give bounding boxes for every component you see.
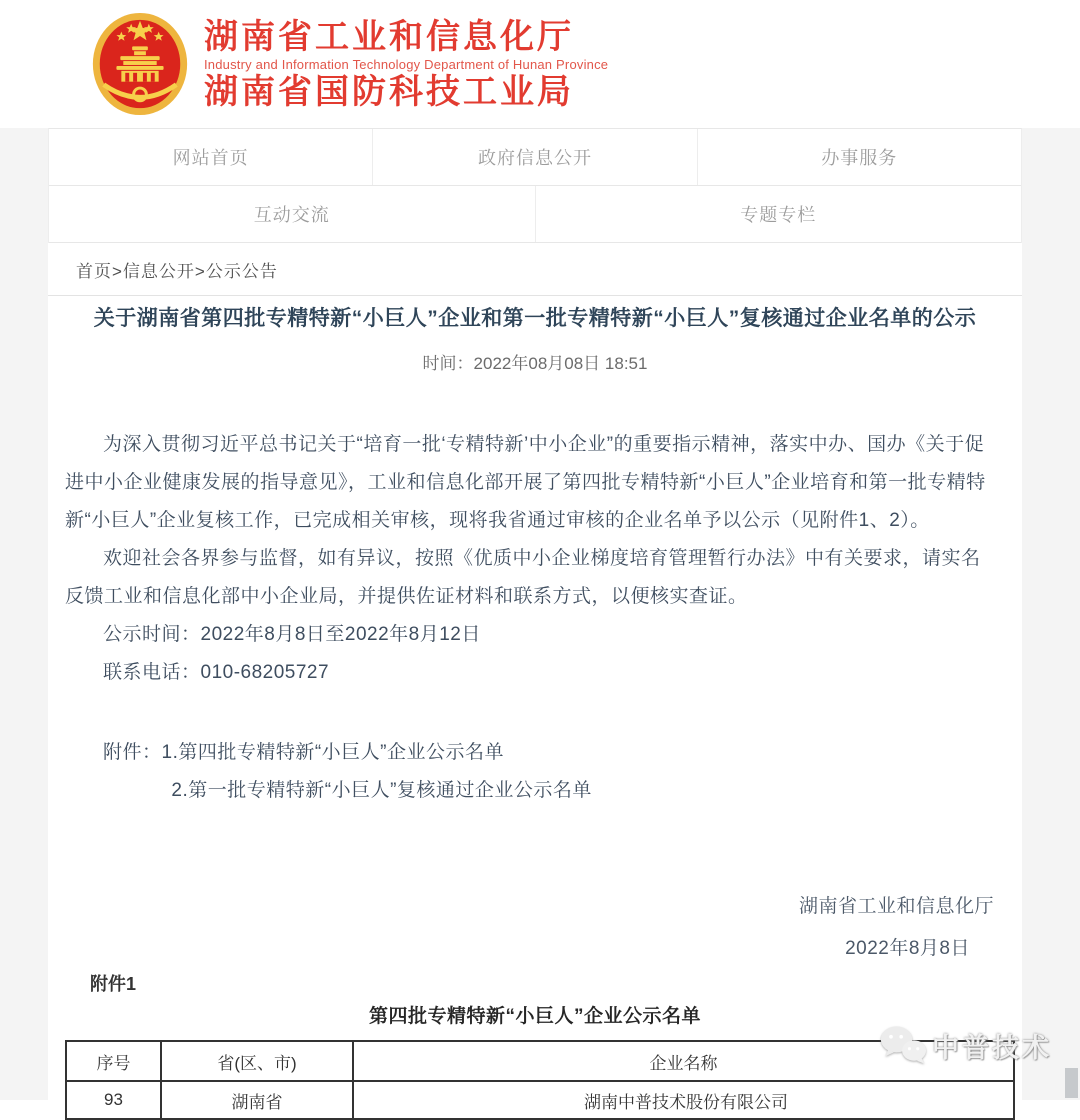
col-header-seq: 序号 [66, 1041, 161, 1081]
nav-item-gov-info[interactable]: 政府信息公开 [373, 129, 697, 185]
nav-row-2 [49, 186, 1021, 243]
attachment-link-1[interactable]: 附件：1.第四批专精特新“小巨人”企业公示名单 [103, 742, 505, 763]
org-name-cn-1: 湖南省工业和信息化厅 [204, 17, 574, 56]
notice-title: 关于湖南省第四批专精特新“小巨人”企业和第一批专精特新“小巨人”复核通过企业名单的公示 [93, 307, 977, 330]
watermark-text: 中普技术 [932, 1032, 1052, 1063]
org-name-en: Industry and Information Technology Department of Hunan Province [204, 56, 609, 72]
cell-province: 湖南省 [161, 1081, 353, 1119]
attachment-link-2[interactable]: 2.第一批专精特新“小巨人”复核通过企业公示名单 [171, 780, 592, 801]
wechat-icon [879, 1024, 927, 1066]
content-sheet [48, 0, 1022, 1112]
contact-phone-line: 联系电话：010-68205727 [103, 662, 330, 683]
col-header-province: 省(区、市) [161, 1041, 353, 1081]
masthead-text [204, 18, 608, 111]
nav-item-home[interactable]: 网站首页 [49, 129, 373, 185]
main-nav [48, 128, 1022, 243]
notice-body [48, 426, 1022, 970]
page-gutter-left [0, 128, 48, 1100]
company-roster-table [65, 1040, 1015, 1120]
nav-item-interaction[interactable]: 互动交流 [49, 186, 536, 242]
national-emblem-icon [90, 10, 190, 118]
col-header-company: 企业名称 [353, 1041, 1014, 1081]
nav-item-special-columns[interactable]: 专题专栏 [740, 205, 817, 225]
org-name-cn-2: 湖南省国防科技工业局 [204, 72, 574, 111]
publish-time: 时间：2022年08月08日 18:51 [422, 354, 648, 373]
notice-paragraph-1: 为深入贯彻习近平总书记关于“培育一批‘专精特新’中小企业”的重要指示精神，落实中办、国办《关于促进中小企业健康发展的指导意见》，工业和信息化部开展了第四批专精特新“小巨人”企业培育和第一批专精特新“小巨人”企业复核工作，已完成相关审核，现将我省通过审核的企业名单予以公示（见附件1、2）。 [65, 434, 986, 531]
signature-org: 湖南省工业和信息化厅 [798, 896, 994, 917]
attachment-list [65, 734, 998, 810]
nav-item-services[interactable]: 办事服务 [821, 148, 898, 168]
watermark [879, 1024, 1052, 1066]
table-header-row [66, 1041, 1014, 1081]
signature-date: 2022年8月8日 [845, 938, 970, 959]
notice-paragraph-2: 欢迎社会各界参与监督，如有异议，按照《优质中小企业梯度培育管理暂行办法》中有关要求，请实名反馈工业和信息化部中小企业局，并提供佐证材料和联系方式，以便核实查证。 [65, 548, 981, 607]
cell-seq: 93 [66, 1081, 161, 1119]
publicity-period-line: 公示时间：2022年8月8日至2022年8月12日 [103, 624, 481, 645]
attachment1-table-title: 第四批专精特新“小巨人”企业公示名单 [368, 1006, 701, 1027]
attachment1-label: 附件1 [90, 974, 137, 994]
cell-company: 湖南中普技术股份有限公司 [353, 1081, 1014, 1119]
scrollbar-remnant[interactable] [1065, 1068, 1078, 1098]
site-masthead [48, 0, 1022, 128]
breadcrumb[interactable]: 首页>信息公开>公示公告 [48, 243, 1022, 296]
nav-row-1 [49, 129, 1021, 186]
table-row [66, 1081, 1014, 1119]
page-gutter-right [1022, 128, 1080, 1100]
